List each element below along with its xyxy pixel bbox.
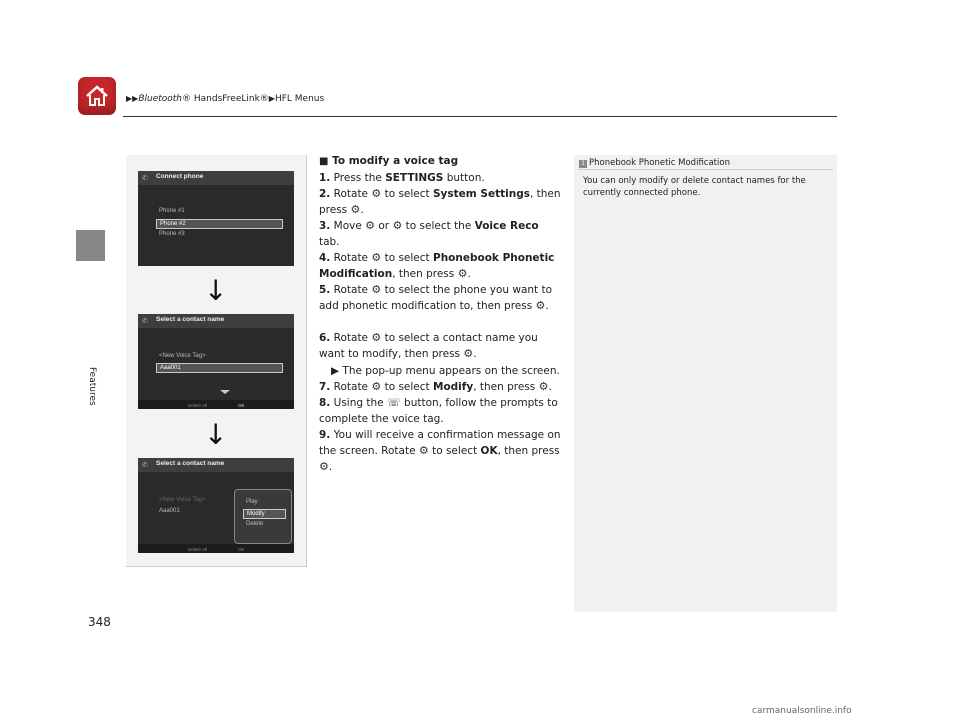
breadcrumb-item[interactable]: Bluetooth (138, 94, 183, 104)
scroll-down-icon (220, 390, 230, 394)
popup-item-selected: Modify (243, 509, 286, 519)
section-label: Features (87, 367, 97, 406)
knob-icon: ⚙ (371, 283, 382, 296)
note-divider (578, 169, 833, 170)
knob-icon: ⚙ (365, 219, 376, 232)
knob-icon: ⚙ (392, 219, 403, 232)
page-number: 348 (88, 615, 111, 629)
instruction-step (319, 282, 562, 314)
knob-icon: ⚙ (457, 267, 468, 280)
list-item-selected: Phone #2 (156, 219, 283, 229)
knob-icon: ⚙ (350, 203, 361, 216)
step-text: Rotate ⚙ to select Phonebook Phonetic Modification, then press ⚙. (319, 251, 555, 280)
section-heading: ■ To modify a voice tag (319, 155, 459, 167)
step-number: 4. (319, 252, 331, 264)
step-text: Using the ☏ button, follow the prompts to complete the voice tag. (319, 396, 558, 425)
instruction-step (319, 363, 574, 379)
section-tab (76, 230, 105, 261)
list-item: Aaa001 (159, 508, 180, 514)
instruction-step (319, 427, 562, 475)
talk-button-icon: ☏ (386, 396, 401, 409)
knob-icon: ⚙ (463, 347, 474, 360)
instruction-step (319, 250, 562, 282)
softkey-delete-all: Delete All (188, 547, 208, 552)
phone-icon: ✆ (142, 174, 148, 182)
breadcrumb: ▶▶Bluetooth® HandsFreeLink®▶HFL Menus (126, 94, 325, 104)
step-text: You will receive a confirmation message on the screen. Rotate ⚙ to select OK, then press ⚙. (319, 429, 561, 473)
note-marker-icon: 1 (579, 160, 587, 168)
list-item: <New Voice Tag> (159, 353, 206, 359)
list-item: Phone #3 (159, 231, 185, 237)
breadcrumb-item[interactable]: HFL Menus (274, 94, 325, 104)
home-icon (84, 83, 110, 109)
step-text: The pop-up menu appears on the screen. (342, 365, 560, 377)
knob-icon: ⚙ (371, 187, 382, 200)
instruction-step (319, 330, 562, 362)
step-number: 7. (319, 381, 331, 393)
knob-icon: ⚙ (538, 380, 549, 393)
screen-connect-phone (138, 171, 294, 266)
step-text: Rotate ⚙ to select System Settings, then press ⚙. (319, 187, 561, 216)
phone-icon: ✆ (142, 317, 148, 325)
step-number: 6. (319, 332, 331, 344)
knob-icon: ⚙ (535, 299, 546, 312)
step-text: Rotate ⚙ to select Modify, then press ⚙. (333, 380, 552, 393)
knob-icon: ⚙ (371, 251, 382, 264)
note-box (574, 155, 837, 612)
screen-select-contact (138, 314, 294, 409)
step-number: 1. (319, 172, 331, 184)
screen-title: Connect phone (156, 173, 204, 180)
softkey-ok: OK (238, 547, 245, 552)
instruction-step (319, 218, 562, 250)
list-item-selected: Aaa001 (156, 363, 283, 373)
step-text: Rotate ⚙ to select the phone you want to add phonetic modification to, then press ⚙. (319, 283, 553, 312)
figure-panel (126, 155, 307, 567)
step-number: 5. (319, 284, 331, 296)
step-number: 2. (319, 188, 331, 200)
down-arrow-icon: ↓ (204, 274, 228, 307)
note-text: You can only modify or delete contact names for the currently connected phone. (583, 176, 806, 198)
header-rule (123, 116, 837, 117)
step-text: Rotate ⚙ to select a contact name you want to modify, then press ⚙. (319, 331, 538, 360)
note-title-text: Phonebook Phonetic Modification (589, 158, 730, 168)
instruction-step (319, 395, 562, 427)
step-number: 3. (319, 220, 331, 232)
popup-menu (234, 489, 292, 544)
knob-icon: ⚙ (418, 444, 429, 457)
breadcrumb-item-suffix[interactable]: ® HandsFreeLink® (182, 94, 269, 104)
result-arrow-icon: ▶ (331, 365, 340, 377)
home-button[interactable] (78, 77, 116, 115)
knob-icon: ⚙ (319, 460, 329, 473)
knob-icon: ⚙ (371, 331, 382, 344)
step-text: Move ⚙ or ⚙ to select the Voice Reco tab. (319, 219, 539, 248)
list-item: Phone #1 (159, 208, 185, 214)
instruction-step (319, 379, 562, 395)
screen-title: Select a contact name (156, 460, 225, 467)
step-text: Press the SETTINGS button. (333, 172, 485, 184)
knob-icon: ⚙ (371, 380, 382, 393)
phone-icon: ✆ (142, 461, 148, 469)
step-number: 9. (319, 429, 331, 441)
down-arrow-icon: ↓ (204, 418, 228, 451)
popup-item: Delete (246, 521, 264, 527)
screen-title: Select a contact name (156, 316, 225, 323)
instruction-step (319, 186, 562, 218)
screen-select-contact-popup (138, 458, 294, 553)
section-heading-text: To modify a voice tag (332, 155, 459, 167)
softkey-delete-all: Delete All (188, 403, 208, 408)
list-item: <New Voice Tag> (159, 497, 206, 503)
note-title (579, 158, 730, 168)
softkey-ok: OK (238, 403, 245, 408)
popup-item: Play (246, 499, 258, 505)
watermark: carmanualsonline.info (752, 706, 852, 716)
instruction-step (319, 170, 562, 186)
step-number: 8. (319, 397, 331, 409)
